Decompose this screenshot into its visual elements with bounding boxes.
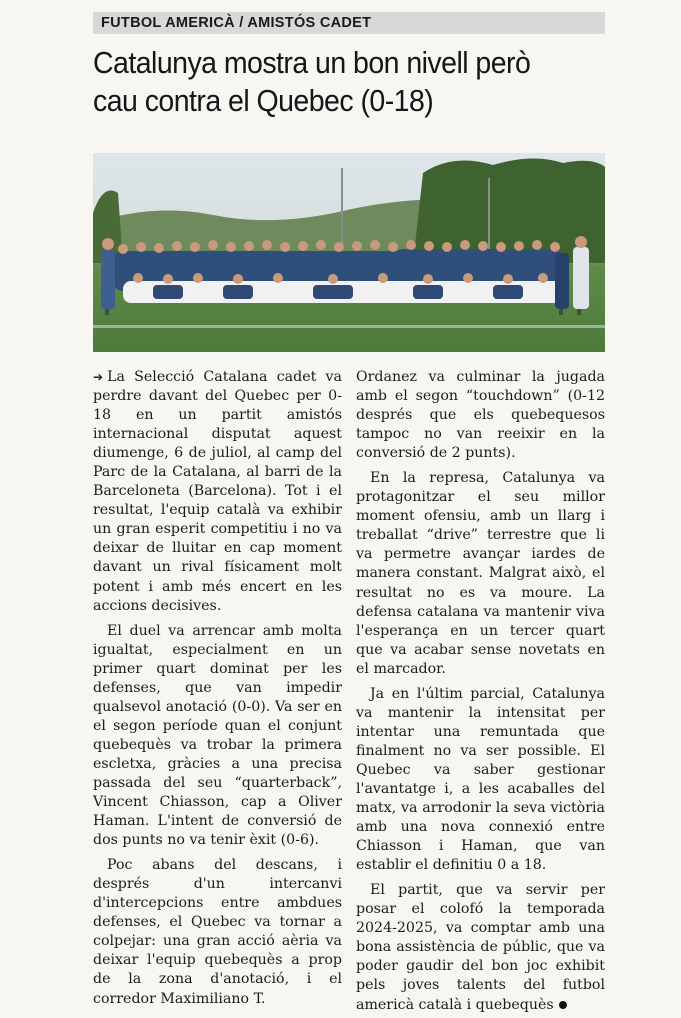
headline: Catalunya mostra un bon nivell però cau contra el Quebec (0-18) <box>93 45 531 118</box>
lead-paragraph <box>93 368 342 616</box>
paragraph: El duel va arrencar amb molta igualtat, especialment en un primer quart dominat per les defenses, que van impedir qualsevol anotació (0-0). Va ser en el segon període quan el conjunt quebequès va trobar la primera escletxa, gràcies a una precisa passada del seu “quarterback”, Vincent Chiasson, cap a Oliver Haman. L'intent de conversió de dos punts no va tenir èxit (0-6). <box>93 622 342 849</box>
paragraph: Ja en l'últim parcial, Catalunya va mantenir la intensitat per intentar una remuntada que finalment no va ser possible. El Quebec va saber gestionar l'avantatge i, a les acaballes del matx, va arrodonir la seva victòria amb una nova connexió entre Chiasson i Haman, que van establir el definitiu 0 a 18. <box>356 685 605 874</box>
paragraph: En la represa, Catalunya va protagonitzar el seu millor moment ofensiu, amb un llarg i treballat “drive” terrestre que li va permetre avançar iardes de manera constant. Malgrat això, el resultat no es va moure. La defensa catalana va mantenir viva l'esperança en un tercer quart que va acabar sense novetats en el marcador. <box>356 470 605 677</box>
end-dot-icon <box>559 1001 567 1009</box>
closing-paragraph <box>356 881 605 1014</box>
paragraph: Poc abans del descans, i després d'un intercanvi d'intercepcions entre ambdues defenses, el Quebec va tornar a colpejar: una gran acció aèria va deixar l'equip quebequès a prop de la zona d'anotació, i el corredor Maximiliano T. <box>93 857 342 1007</box>
section-label: FUTBOL AMERICÀ / AMISTÓS CADET <box>101 15 372 31</box>
arrow-right-icon: ➔ <box>93 370 104 384</box>
paragraph: Ordanez va culminar la jugada amb el segon “touchdown” (0-12 després que els quebequesos tampoc no van reeixir en la conversió de 2 punts). <box>356 369 605 462</box>
article-column-left <box>93 368 342 1009</box>
team-photo <box>93 153 605 352</box>
section-header <box>93 12 605 34</box>
article-column-right <box>356 368 605 1015</box>
paragraph-text: El partit, que va servir per posar el colofó la temporada 2024-2025, va comptar amb una bona assistència de públic, que va poder gaudir del bon joc exhibit pels joves talents del futbol americà català i quebequès <box>356 882 605 1013</box>
paragraph-text: La Selecció Catalana cadet va perdre davant del Quebec per 0-18 en un partit amistós internacional disputat aquest diumenge, 6 de juliol, al camp del Parc de la Catalana, al barri de la Barceloneta (Barcelona). Tot i el resultat, l'equip català va exhibir un gran esperit competitiu i no va deixar de lluitar en cap moment davant un rival físicament molt potent i amb més encert en les accions decisives. <box>93 369 342 614</box>
